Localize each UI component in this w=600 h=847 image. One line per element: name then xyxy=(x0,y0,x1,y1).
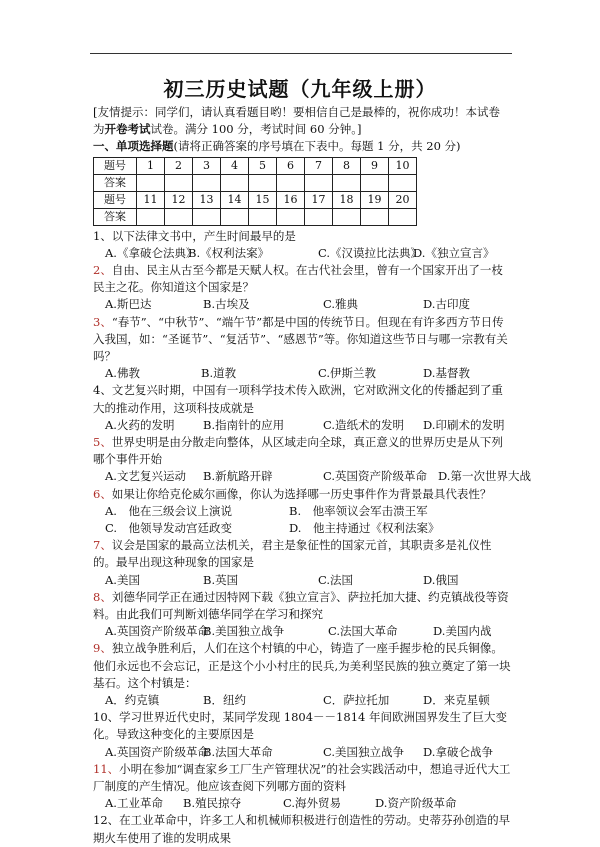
options-row xyxy=(93,417,511,434)
answer-cell[interactable] xyxy=(193,174,221,191)
option-d[interactable]: D.拿破仑战争 xyxy=(423,744,493,759)
table-cell: 2 xyxy=(165,157,193,174)
question-number: 11、 xyxy=(93,761,120,776)
option-c[interactable]: C.英国资产阶级革命 xyxy=(323,469,428,484)
option-a[interactable]: A.火药的发明 xyxy=(105,417,175,432)
question-stem xyxy=(93,262,511,296)
answer-cell[interactable] xyxy=(389,208,417,225)
answer-cell[interactable] xyxy=(137,174,165,191)
table-cell: 8 xyxy=(333,157,361,174)
option-item[interactable]: D. 他主持通过《权利法案》 xyxy=(289,520,440,535)
options-row xyxy=(93,296,511,313)
table-cell: 3 xyxy=(193,157,221,174)
question-text: 小明在参加“调查家乡工厂生产管理状况”的社会实践活动中，想追寻近代大工厂制度的产生情况。他应该查阅下列哪方面的资料 xyxy=(93,761,511,793)
answer-cell[interactable] xyxy=(389,174,417,191)
option-b[interactable]: B.古埃及 xyxy=(203,297,250,312)
section-heading xyxy=(93,138,511,155)
answer-cell[interactable] xyxy=(249,208,277,225)
option-a[interactable]: A．约克镇 xyxy=(105,692,160,707)
option-b[interactable]: B．纽约 xyxy=(203,692,246,707)
option-c[interactable]: C.海外贸易 xyxy=(283,796,342,811)
question-number: 7、 xyxy=(93,538,112,553)
question-text: 在工业革命中，许多工人和机械师积极进行创造性的劳动。史蒂芬孙创造的早期火车使用了谁的发明成果 xyxy=(93,813,511,845)
table-cell: 18 xyxy=(333,191,361,208)
option-d[interactable]: D.第一次世界大战 xyxy=(438,469,531,484)
option-c[interactable]: C.法国大革命 xyxy=(328,624,398,639)
answer-cell[interactable] xyxy=(221,174,249,191)
question-stem xyxy=(93,812,511,846)
question-number: 8、 xyxy=(93,589,112,604)
question-text: 刘德华同学正在通过因特网下载《独立宣言》、萨拉托加大捷、约克镇战役等资料。由此我们可判断刘德华同学在学习和探究 xyxy=(93,589,509,621)
options-row xyxy=(93,623,511,640)
table-cell: 6 xyxy=(277,157,305,174)
answer-cell[interactable] xyxy=(277,174,305,191)
answer-cell[interactable] xyxy=(137,208,165,225)
option-a[interactable]: A.佛教 xyxy=(105,366,140,381)
options-row xyxy=(93,795,511,812)
table-cell: 1 xyxy=(137,157,165,174)
options-row xyxy=(93,245,511,262)
table-row xyxy=(94,174,417,191)
option-b[interactable]: B.《权利法案》 xyxy=(188,245,270,260)
table-row xyxy=(94,191,417,208)
answer-cell[interactable] xyxy=(193,208,221,225)
tips-text-2: 试卷。满分 100 分，考试时间 60 分钟。] xyxy=(150,122,362,137)
table-cell: 题号 xyxy=(94,157,137,174)
answer-cell[interactable] xyxy=(249,174,277,191)
options-row xyxy=(93,365,511,382)
option-a[interactable]: A.《拿破仑法典》 xyxy=(105,245,198,260)
question-text: 学习世界近代史时，某同学发现 1804－－1814 年间欧洲国界发生了巨大变化。导致这种变化的主要原因是 xyxy=(93,710,507,742)
question-text: 如果让你给克伦威尔画像，你认为选择哪一历史事件作为背景最具代表性？ xyxy=(111,486,492,501)
table-cell: 16 xyxy=(277,191,305,208)
option-c[interactable]: C．萨拉托加 xyxy=(323,692,390,707)
question-stem xyxy=(93,589,511,623)
question-stem xyxy=(93,640,511,692)
option-item[interactable]: B. 他率领议会军击溃王军 xyxy=(289,503,428,518)
answer-table xyxy=(93,157,417,226)
question-number: 10、 xyxy=(93,710,120,725)
answer-cell[interactable] xyxy=(361,174,389,191)
answer-cell[interactable] xyxy=(333,174,361,191)
answer-cell[interactable] xyxy=(333,208,361,225)
options-row xyxy=(93,503,511,520)
table-row xyxy=(94,157,417,174)
option-b[interactable]: B.殖民掠夺 xyxy=(183,796,242,811)
table-cell: 11 xyxy=(137,191,165,208)
options-row xyxy=(93,744,511,761)
option-d[interactable]: D.印刷术的发明 xyxy=(423,417,505,432)
question-number: 4、 xyxy=(93,383,112,398)
option-d[interactable]: D.基督教 xyxy=(423,366,470,381)
table-cell: 答案 xyxy=(94,174,137,191)
options-row xyxy=(93,572,511,589)
option-a[interactable]: A.英国资产阶级革命 xyxy=(105,624,209,639)
option-b[interactable]: B.法国大革命 xyxy=(203,744,273,759)
question-text: 以下法律文书中，产生时间最早的是 xyxy=(111,228,296,243)
table-cell: 12 xyxy=(165,191,193,208)
table-cell: 5 xyxy=(249,157,277,174)
question-stem xyxy=(93,382,511,416)
question-stem xyxy=(93,434,511,468)
question-number: 6、 xyxy=(93,486,112,501)
page-title: 初三历史试题（九年级上册） xyxy=(163,77,437,101)
option-a[interactable]: A.美国 xyxy=(105,572,140,587)
table-cell: 答案 xyxy=(94,208,137,225)
table-cell: 15 xyxy=(249,191,277,208)
question-stem xyxy=(93,486,511,503)
option-d[interactable]: D.古印度 xyxy=(423,297,470,312)
question-stem xyxy=(93,709,511,743)
option-c[interactable]: C.美国独立战争 xyxy=(323,744,405,759)
question-list xyxy=(93,228,531,847)
answer-cell[interactable] xyxy=(221,208,249,225)
question-number: 9、 xyxy=(93,641,112,656)
answer-cell[interactable] xyxy=(361,208,389,225)
table-cell: 9 xyxy=(361,157,389,174)
option-a[interactable]: A.工业革命 xyxy=(105,796,163,811)
tips-text: [友情提示：同学们，请认真看题目哟！要相信自己是最棒的，祝你成功！本试卷为 xyxy=(93,105,500,137)
section-desc: (请将正确答案的序号填在下表中。每题 1 分，共 20 分) xyxy=(173,139,461,154)
option-b[interactable]: B.新航路开辟 xyxy=(203,469,273,484)
option-d[interactable]: D．来克星顿 xyxy=(423,692,490,707)
table-cell: 17 xyxy=(305,191,333,208)
question-number: 3、 xyxy=(93,314,112,329)
table-cell: 题号 xyxy=(94,191,137,208)
option-b[interactable]: B.指南针的应用 xyxy=(203,417,285,432)
question-text: 世界史明是由分散走向整体，从区域走向全球，真正意义的世界历史是从下列哪个事件开始 xyxy=(93,434,503,467)
options-row xyxy=(93,468,531,485)
option-b[interactable]: B.美国独立战争 xyxy=(203,624,285,639)
option-item[interactable]: C. 他领导发动宫廷政变 xyxy=(105,520,233,535)
table-cell: 20 xyxy=(389,191,417,208)
question-text: “春节”、“中秋节”、“端午节”都是中国的传统节日。但现在有许多西方节日传入我国，如：“圣诞节”、“复活节”、“感恩节”等。你知道这些节日与哪一宗教有关吗？ xyxy=(93,314,508,363)
options-row xyxy=(93,692,511,709)
question-number: 2、 xyxy=(93,263,112,277)
table-cell: 10 xyxy=(389,157,417,174)
question-number: 5、 xyxy=(93,434,112,449)
answer-cell[interactable] xyxy=(165,208,193,225)
table-cell: 4 xyxy=(221,157,249,174)
option-a[interactable]: A.斯巴达 xyxy=(105,297,152,312)
option-d[interactable]: D.《独立宣言》 xyxy=(413,245,495,260)
question-text: 议会是国家的最高立法机关，君主是象征性的国家元首，其职责多是礼仪性的。最早出现这种现象的国家是 xyxy=(93,538,492,570)
tips-bold: 开卷考试 xyxy=(104,122,151,137)
question-number: 12、 xyxy=(93,813,120,828)
option-d[interactable]: D.美国内战 xyxy=(433,624,492,639)
section-label: 一、单项选择题 xyxy=(93,139,174,154)
question-text: 独立战争胜利后，人们在这个村镇的中心，铸造了一座手握步枪的民兵铜像。他们永远也不会忘记，正是这个小小村庄的民兵,为美利坚民族的独立奠定了第一块基石。这个村镇是： xyxy=(93,641,511,690)
option-d[interactable]: D.俄国 xyxy=(423,572,459,587)
tips xyxy=(93,104,511,138)
question-stem xyxy=(93,228,511,245)
option-a[interactable]: A.英国资产阶级革命 xyxy=(105,744,209,759)
question-stem xyxy=(93,761,511,795)
option-c[interactable]: C.伊斯兰教 xyxy=(318,366,377,381)
option-c[interactable]: C.造纸术的发明 xyxy=(323,417,405,432)
option-c[interactable]: C.法国 xyxy=(318,572,354,587)
answer-cell[interactable] xyxy=(277,208,305,225)
question-text: 文艺复兴时期，中国有一项科学技术传入欧洲，它对欧洲文化的传播起到了重大的推动作用，这项科技成就是 xyxy=(93,383,503,415)
question-stem xyxy=(93,537,511,571)
option-item[interactable]: A. 他在三级会议上演说 xyxy=(105,503,232,518)
options-row xyxy=(93,520,511,537)
answer-cell[interactable] xyxy=(305,174,333,191)
question-text: 自由、民主从古至今都是天赋人权。在古代社会里，曾有一个国家开出了一枝民主之花。你知道这个国家是？ xyxy=(93,263,503,295)
question-stem xyxy=(93,314,511,366)
table-row xyxy=(94,208,417,225)
table-cell: 14 xyxy=(221,191,249,208)
option-c[interactable]: C.雅典 xyxy=(323,297,359,312)
header-rule xyxy=(90,53,512,54)
option-d[interactable]: D.资产阶级革命 xyxy=(375,796,457,811)
option-b[interactable]: B.道教 xyxy=(201,366,237,381)
option-a[interactable]: A.文艺复兴运动 xyxy=(105,469,186,484)
table-cell: 13 xyxy=(193,191,221,208)
exam-body xyxy=(93,104,531,847)
table-cell: 19 xyxy=(361,191,389,208)
table-cell: 7 xyxy=(305,157,333,174)
answer-cell[interactable] xyxy=(305,208,333,225)
option-c[interactable]: C.《汉谟拉比法典》 xyxy=(318,245,423,260)
answer-cell[interactable] xyxy=(165,174,193,191)
option-b[interactable]: B.英国 xyxy=(203,572,239,587)
question-number: 1、 xyxy=(93,228,112,243)
